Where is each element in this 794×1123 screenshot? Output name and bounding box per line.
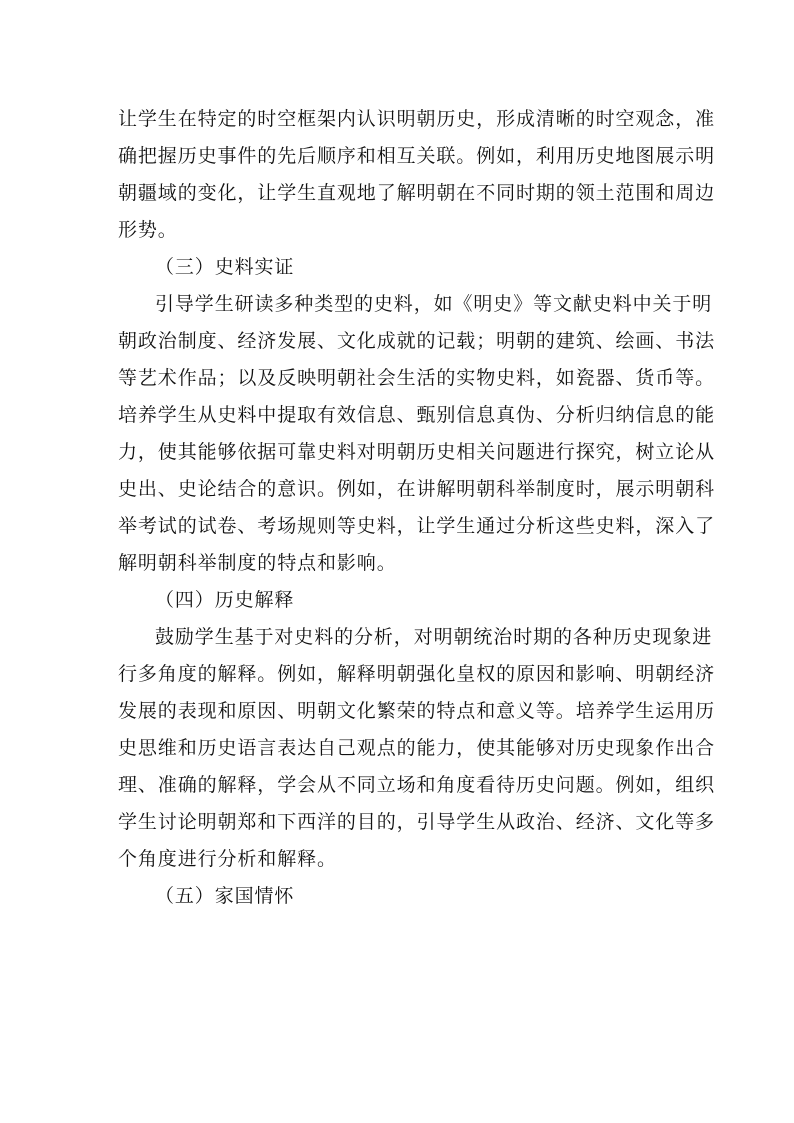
text-line: 朝政治制度、经济发展、文化成就的记载；明朝的建筑、绘画、书法: [118, 330, 716, 352]
section-heading-3: （三）史料实证: [155, 256, 295, 278]
section-heading-4: （四）历史解释: [155, 589, 295, 611]
text-line: 理、准确的解释，学会从不同立场和角度看待历史问题。例如，组织: [118, 774, 716, 796]
text-line: 培养学生从史料中提取有效信息、甄别信息真伪、分析归纳信息的能: [118, 404, 716, 426]
text-line: 形势。: [118, 219, 178, 241]
text-line: 史思维和历史语言表达自己观点的能力，使其能够对历史现象作出合: [118, 737, 716, 759]
text-line: 发展的表现和原因、明朝文化繁荣的特点和意义等。培养学生运用历: [118, 700, 716, 722]
document-body: [118, 101, 716, 915]
text-line: 引导学生研读多种类型的史料，如《明史》等文献史料中关于明: [155, 293, 713, 315]
text-line: 朝疆域的变化，让学生直观地了解明朝在不同时期的领土范围和周边: [118, 182, 716, 204]
paragraph-historical-evidence: [118, 286, 716, 582]
section-heading-5: （五）家国情怀: [155, 885, 295, 907]
text-line: 行多角度的解释。例如，解释明朝强化皇权的原因和影响、明朝经济: [118, 663, 716, 685]
text-line: 举考试的试卷、考场规则等史料，让学生通过分析这些史料，深入了: [118, 515, 716, 537]
text-line: 解明朝科举制度的特点和影响。: [118, 552, 397, 574]
text-line: 史出、史论结合的意识。例如，在讲解明朝科举制度时，展示明朝科: [118, 478, 716, 500]
text-line: 确把握历史事件的先后顺序和相互关联。例如，利用历史地图展示明: [118, 145, 716, 167]
text-line: 让学生在特定的时空框架内认识明朝历史，形成清晰的时空观念，准: [118, 108, 716, 130]
paragraph-historical-interpretation: [118, 619, 716, 878]
paragraph-spatiotemporal: [118, 101, 716, 249]
text-line: 学生讨论明朝郑和下西洋的目的，引导学生从政治、经济、文化等多: [118, 811, 716, 833]
text-line: 等艺术作品；以及反映明朝社会生活的实物史料，如瓷器、货币等。: [118, 367, 716, 389]
text-line: 鼓励学生基于对史料的分析，对明朝统治时期的各种历史现象进: [155, 626, 713, 648]
text-line: 个角度进行分析和解释。: [118, 848, 337, 870]
text-line: 力，使其能够依据可靠史料对明朝历史相关问题进行探究，树立论从: [118, 441, 716, 463]
